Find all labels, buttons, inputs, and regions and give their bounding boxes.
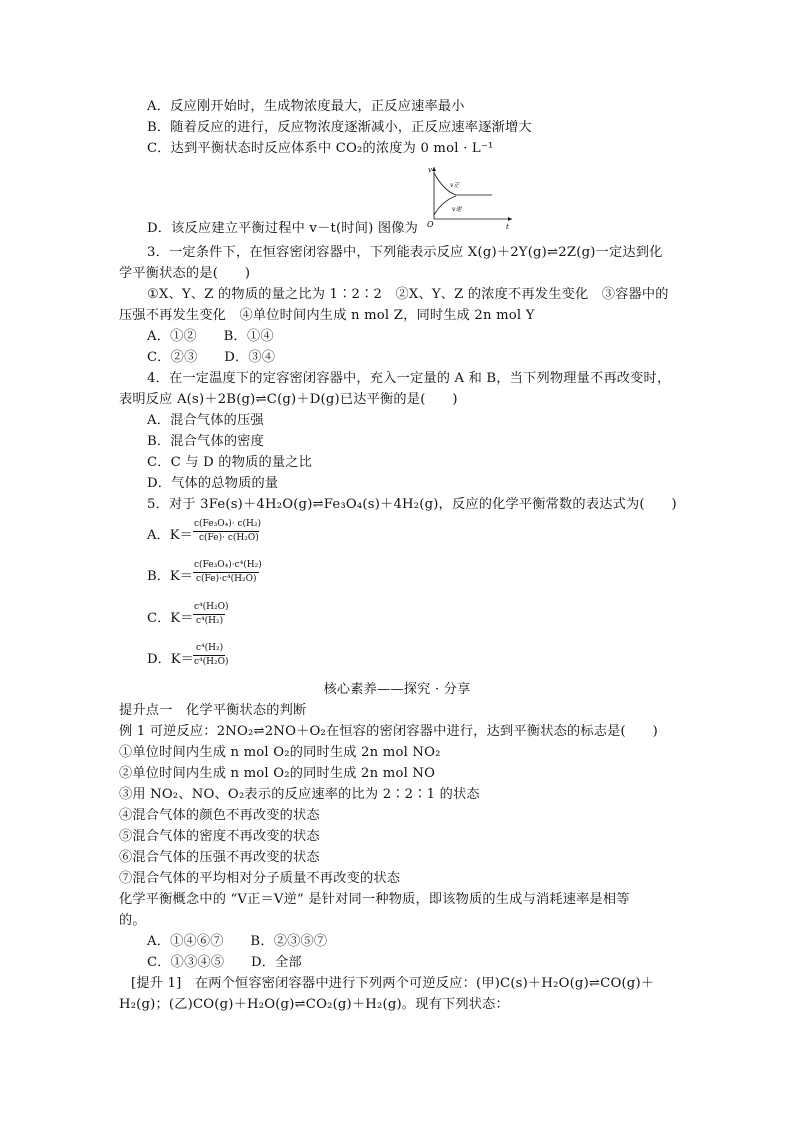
q4-option-b: B．混合气体的密度: [147, 434, 264, 449]
q2-option-d: D．该反应建立平衡过程中 v－t(时间) 图像为: [147, 221, 418, 236]
q5-option-b-bar: [193, 572, 259, 573]
q5-option-d-bar: [193, 655, 225, 656]
q4-stem-line1: 4．在一定温度下的定容密闭容器中，充入一定量的 A 和 B，当下列物理量不再改变时，: [147, 371, 671, 386]
example1-statement-3: ③用 NO₂、NO、O₂表示的反应速率的比为 2∶2∶1 的状态: [119, 787, 480, 802]
example1-options-ab: A．①④⑥⑦ B．②③⑤⑦: [147, 934, 328, 949]
q2-option-b: B．随着反应的进行，反应物浓度逐渐减小，正反应速率逐渐增大: [147, 120, 532, 135]
example1-statement-5: ⑤混合气体的密度不再改变的状态: [119, 829, 320, 844]
q4-option-d: D．气体的总物质的量: [147, 476, 279, 491]
q5-option-a-numerator: c(Fe₃O₄)· c(H₂): [194, 519, 261, 529]
q4-option-a: A．混合气体的压强: [147, 413, 264, 428]
practice1-stem-line2: H₂(g)；(乙)CO(g)＋H₂O(g)⇌CO₂(g)＋H₂(g)。现有下列状态：: [119, 997, 509, 1012]
example1-statement-1: ①单位时间内生成 n mol O₂的同时生成 2n mol NO₂: [119, 745, 441, 760]
q5-stem: 5．对于 3Fe(s)＋4H₂O(g)⇌Fe₃O₄(s)＋4H₂(g)，反应的化学平衡常数的表达式为( ): [147, 497, 677, 512]
example1-statement-6: ⑥混合气体的压强不再改变的状态: [119, 850, 320, 865]
graph-v-forward-label: v正: [450, 182, 460, 189]
q5-option-c-prefix: C．K＝: [147, 611, 194, 626]
q5-option-a-denominator: c(Fe)· c(H₂O): [199, 533, 259, 543]
example1-options-cd: C．①③④⑤ D．全部: [147, 955, 302, 970]
example1-note-line2: 的。: [119, 913, 146, 928]
q3-stem-line1: 3．一定条件下，在恒容密闭容器中，下列能表示反应 X(g)＋2Y(g)⇌2Z(g)一定达到化: [147, 245, 663, 260]
q3-statements-line2: 压强不再发生变化 ④单位时间内生成 n mol Z，同时生成 2n mol Y: [119, 308, 535, 323]
example1-note-line1: 化学平衡概念中的 “V正＝V逆” 是针对同一种物质，即该物质的生成与消耗速率是相等: [119, 892, 630, 907]
v-t-graph: [424, 163, 516, 229]
q5-option-c-denominator: c⁴(H₂): [196, 616, 224, 626]
q5-option-c-numerator: c⁴(H₂O): [194, 602, 229, 612]
q3-options-ab: A．①② B．①④: [147, 329, 274, 344]
q3-stem-line2: 学平衡状态的是( ): [119, 266, 251, 281]
q5-option-c-bar: [193, 614, 225, 615]
q5-option-b-prefix: B．K＝: [147, 569, 193, 584]
graph-origin-label: O: [427, 220, 434, 229]
q2-option-c: C．达到平衡状态时反应体系中 CO₂的浓度为 0 mol · L⁻¹: [147, 141, 494, 156]
section-heading: 核心素养——探究 · 分享: [323, 682, 471, 697]
q5-option-b-denominator: c(Fe)·c⁴(H₂O): [196, 574, 257, 584]
q5-option-a-bar: [193, 531, 259, 532]
q5-option-d-denominator: c⁴(H₂O): [194, 657, 229, 667]
q3-options-cd: C．②③ D．③④: [147, 350, 276, 365]
example1-stem: 例 1 可逆反应：2NO₂⇌2NO＋O₂在恒容的密闭容器中进行，达到平衡状态的标志是( ): [119, 724, 658, 739]
graph-t-label: t: [506, 223, 509, 229]
practice1-stem-line1: [提升 1] 在两个恒容密闭容器中进行下列两个可逆反应：(甲)C(s)＋H₂O(g)⇌CO(g)＋: [131, 976, 655, 991]
q3-statements-line1: ①X、Y、Z 的物质的量之比为 1∶2∶2 ②X、Y、Z 的浓度不再发生变化 ③容器中的: [147, 287, 669, 302]
example1-statement-2: ②单位时间内生成 n mol O₂的同时生成 2n mol NO: [119, 766, 436, 781]
example1-statement-7: ⑦混合气体的平均相对分子质量不再改变的状态: [119, 871, 401, 886]
subsection-heading: 提升点一 化学平衡状态的判断: [119, 703, 307, 718]
q5-option-a-prefix: A．K＝: [147, 528, 193, 543]
graph-v-label: v: [428, 166, 432, 174]
q4-stem-line2: 表明反应 A(s)＋2B(g)⇌C(g)＋D(g)已达平衡的是( ): [119, 392, 458, 407]
graph-v-reverse-label: v逆: [452, 206, 462, 213]
q5-option-d-numerator: c⁴(H₂): [196, 643, 224, 653]
example1-statement-4: ④混合气体的颜色不再改变的状态: [119, 808, 320, 823]
q5-option-d-prefix: D．K＝: [147, 652, 194, 667]
q2-option-a: A．反应刚开始时，生成物浓度最大，正反应速率最小: [147, 99, 465, 114]
q4-option-c: C．C 与 D 的物质的量之比: [147, 455, 313, 470]
q5-option-b-numerator: c(Fe₃O₄)·c⁴(H₂): [194, 560, 262, 570]
